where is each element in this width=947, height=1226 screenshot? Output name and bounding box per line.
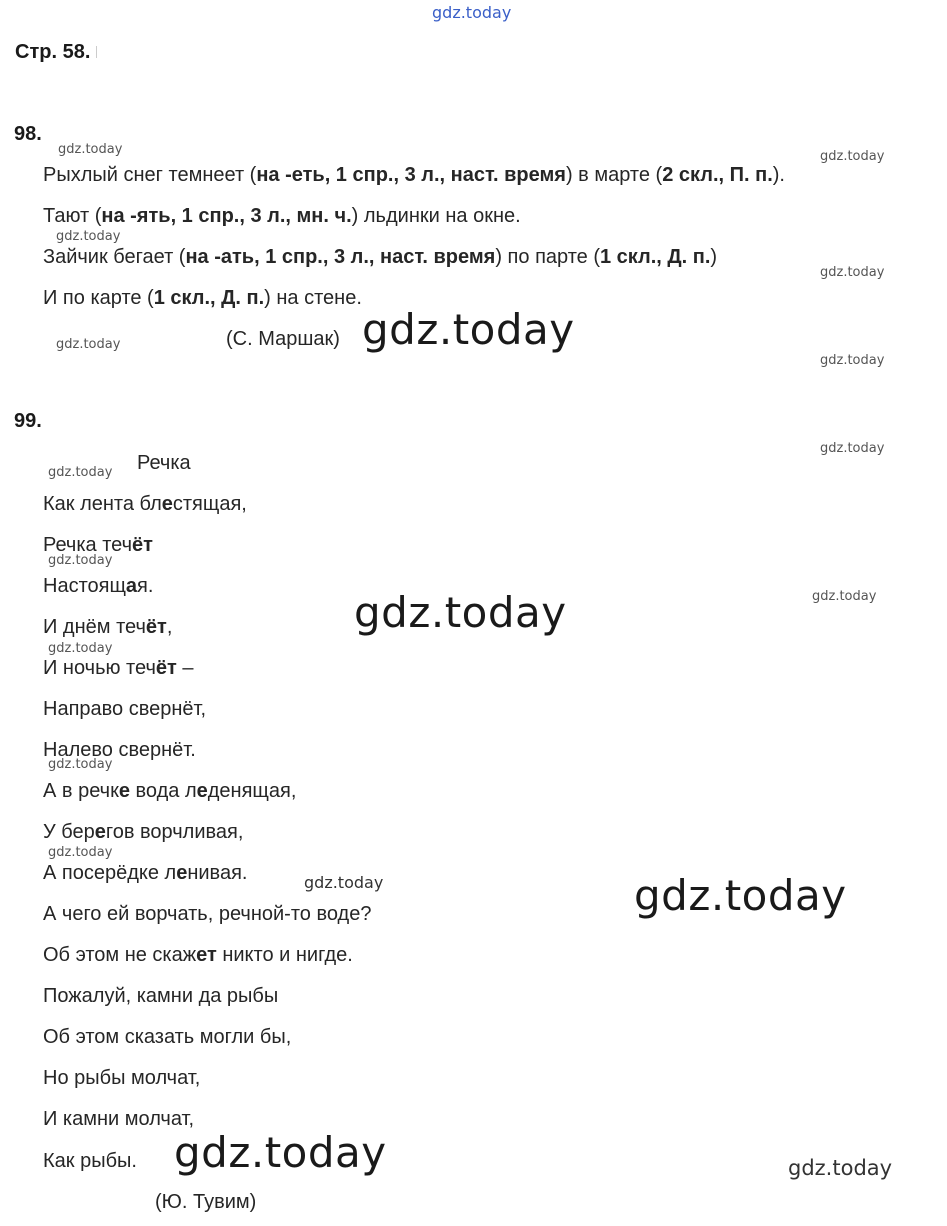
bold-segment: е (161, 493, 173, 515)
watermark: gdz.today (820, 353, 885, 368)
text-segment: денящая, (207, 780, 297, 802)
watermark: gdz.today (48, 465, 113, 480)
text-segment: ) в марте ( (565, 164, 663, 186)
text-segment: И по карте ( (43, 287, 154, 309)
poem-line (43, 698, 206, 721)
text-segment: ) по парте ( (495, 246, 600, 268)
bold-segment: 2 скл., П. п. (662, 164, 773, 186)
bold-segment: а (125, 575, 138, 597)
text-segment: ). (772, 164, 785, 186)
text-segment: ) на стене. (264, 287, 362, 309)
text-segment: гов ворчливая, (105, 821, 244, 843)
text-segment: А посерёдке л (43, 862, 177, 884)
text-segment: У бер (43, 821, 95, 843)
bold-segment: е (196, 780, 208, 802)
text-segment: стящая, (172, 493, 247, 515)
bold-segment: 1 скл., Д. п. (599, 246, 711, 268)
bold-segment: ёт (132, 534, 153, 556)
text-segment: Зайчик бегает ( (43, 246, 186, 268)
text-segment: Об этом сказать могли бы, (43, 1026, 292, 1048)
watermark: gdz.today (48, 553, 113, 568)
bold-segment: ет (196, 944, 217, 966)
text-segment: ) (710, 246, 718, 268)
poem-line (43, 862, 247, 885)
bold-segment: е (176, 862, 188, 884)
watermark: gdz.today (820, 441, 885, 456)
text-segment: И днём теч (43, 616, 146, 638)
text-segment: Об этом не скаж (43, 944, 197, 966)
poem-line (43, 1067, 200, 1090)
watermark: gdz.today (812, 589, 877, 604)
text-segment: я. (137, 575, 154, 597)
poem-line (43, 985, 278, 1008)
watermark: gdz.today (788, 1156, 893, 1180)
bold-segment: на -ять, 1 спр., 3 л., мн. ч. (101, 205, 352, 227)
text-segment: вода л (129, 780, 197, 802)
text-segment: И ночью теч (43, 657, 156, 679)
bold-segment: на -еть, 1 спр., 3 л., наст. время (256, 164, 566, 186)
text-segment: Как рыбы. (43, 1150, 137, 1172)
text-segment: Направо свернёт, (43, 698, 207, 720)
bold-segment: 1 скл., Д. п. (153, 287, 265, 309)
poem-title: Речка (137, 452, 191, 474)
exercise-98-line (43, 205, 521, 228)
bold-segment: ёт (145, 616, 167, 638)
exercise-98-line (43, 164, 785, 187)
poem-line (43, 1150, 137, 1173)
watermark: gdz.today (58, 142, 123, 157)
watermark: gdz.today (48, 757, 113, 772)
text-segment: Настоящ (43, 575, 126, 597)
watermark: gdz.today (820, 265, 885, 280)
bold-segment: на -ать, 1 спр., 3 л., наст. время (185, 246, 496, 268)
watermark-large: gdz.today (354, 588, 567, 637)
poem-line (43, 903, 371, 926)
text-segment: Тают ( (43, 205, 102, 227)
text-segment: Рыхлый снег темнеет ( (43, 164, 257, 186)
page-label: Стр. 58. (15, 41, 107, 64)
watermark-large: gdz.today (634, 871, 847, 920)
exercise-98-author: (С. Маршак) (226, 328, 340, 350)
watermark: gdz.today (56, 337, 121, 352)
text-segment: Налево свернёт. (43, 739, 196, 761)
bold-segment: е (94, 821, 106, 843)
text-segment: Пожалуй, камни да рыбы (43, 985, 279, 1007)
text-segment: нивая. (187, 862, 248, 884)
text-segment: А чего ей ворчать, речной-то воде? (43, 903, 372, 925)
exercise-99-author: (Ю. Тувим) (155, 1191, 257, 1213)
text-segment: А в речк (43, 780, 119, 802)
watermark: gdz.today (48, 641, 113, 656)
exercise-98-line (43, 287, 362, 310)
text-segment: Но рыбы молчат, (43, 1067, 201, 1089)
text-segment: никто и нигде. (216, 944, 353, 966)
watermark: gdz.today (56, 229, 121, 244)
watermark: gdz.today (304, 873, 384, 892)
poem-line (43, 616, 172, 639)
watermark: gdz.today (48, 845, 113, 860)
bold-segment: ёт (155, 657, 177, 679)
watermark-large: gdz.today (362, 305, 575, 354)
watermark-top: gdz.today (432, 3, 512, 22)
exercise-98-line (43, 246, 717, 269)
poem-line (43, 657, 193, 680)
poem-line (43, 780, 296, 803)
exercise-99-number: 99. (14, 410, 42, 432)
poem-line (43, 1108, 194, 1131)
text-segment: Как лента бл (43, 493, 162, 515)
text-segment: ) льдинки на окне. (351, 205, 521, 227)
text-segment: Речка теч (43, 534, 133, 556)
poem-line (43, 1026, 291, 1049)
watermark-large: gdz.today (174, 1128, 387, 1177)
text-segment: И камни молчат, (43, 1108, 195, 1130)
poem-line (43, 575, 153, 598)
exercise-98-number: 98. (14, 123, 42, 145)
poem-line (43, 821, 243, 844)
watermark: gdz.today (820, 149, 885, 164)
text-segment: – (176, 657, 194, 679)
bold-segment: е (118, 780, 130, 802)
text-segment: , (166, 616, 173, 638)
poem-line (43, 493, 247, 516)
poem-line (43, 944, 353, 967)
